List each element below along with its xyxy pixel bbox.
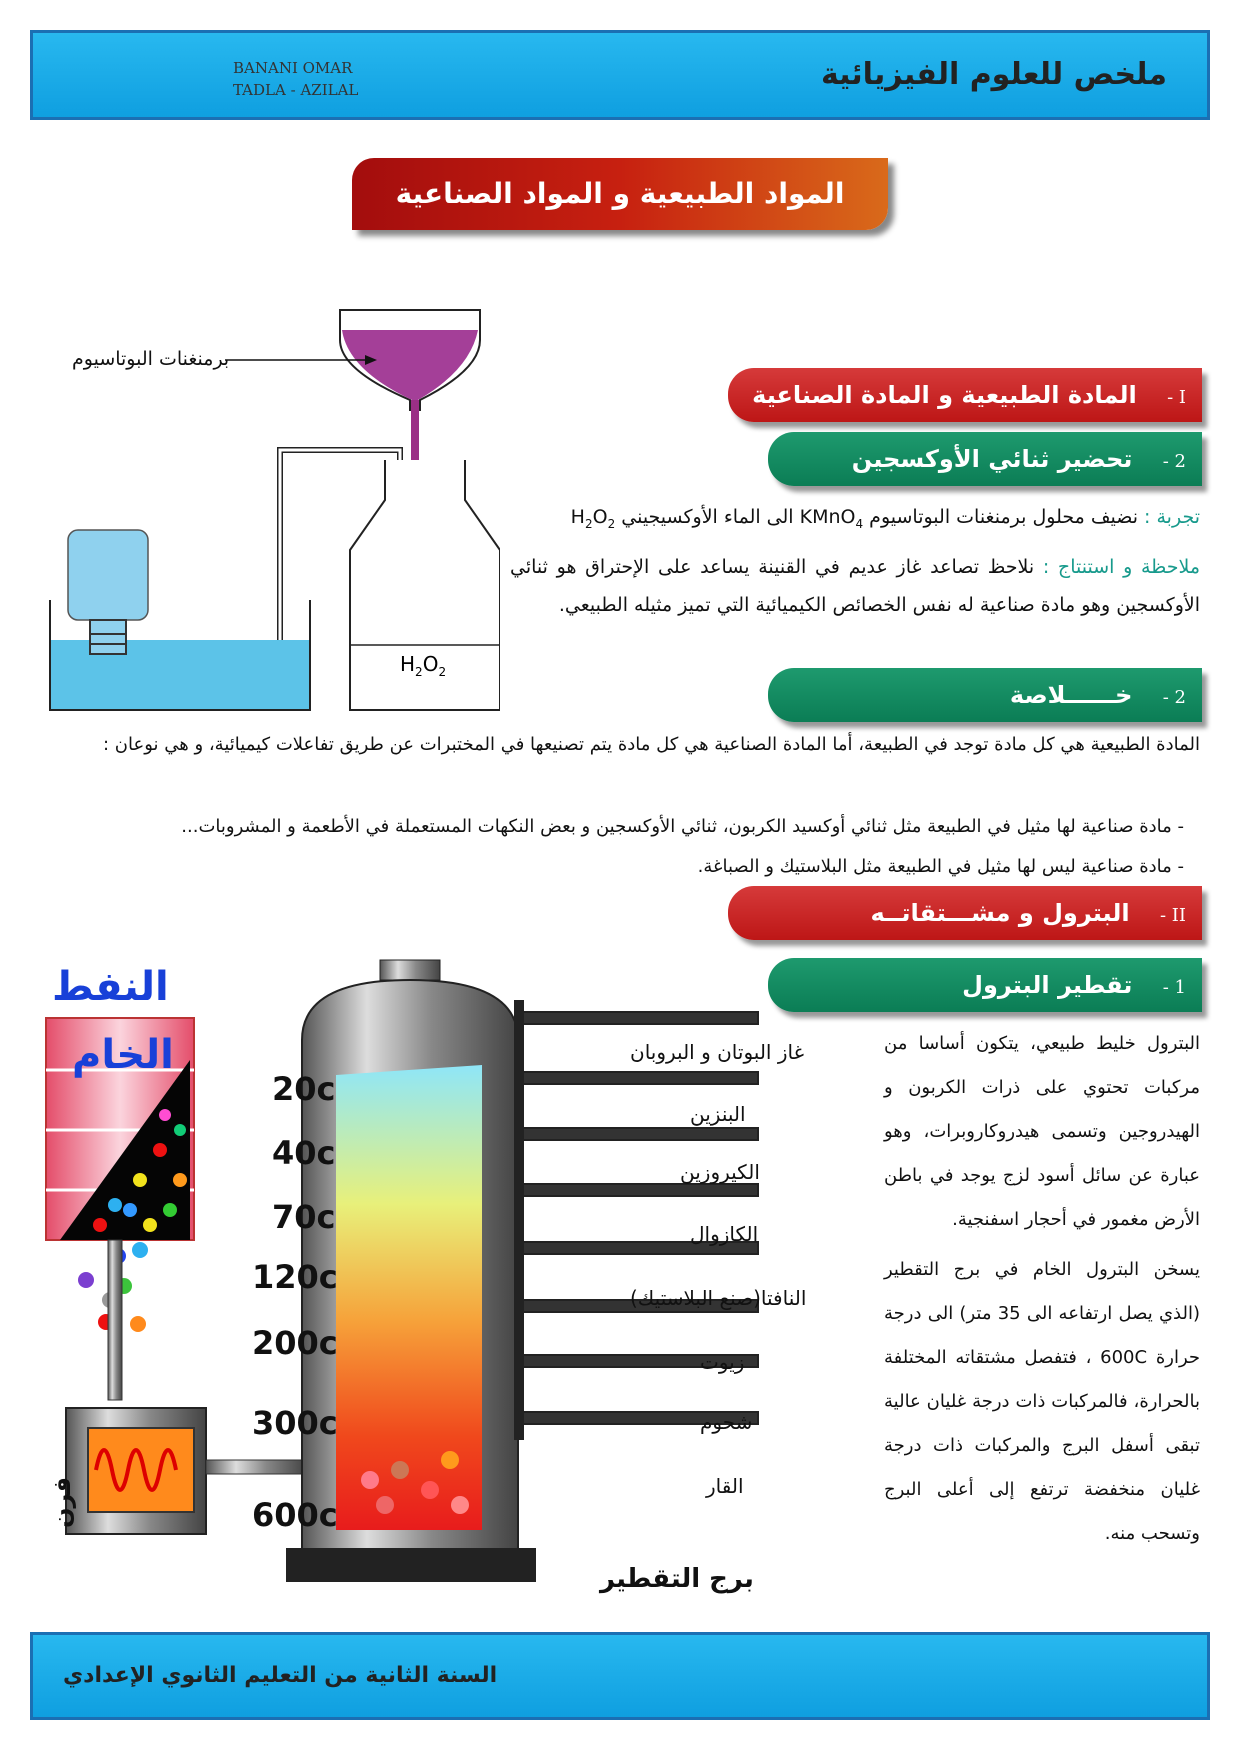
fraction-label: البنزين <box>690 1102 746 1126</box>
petroleum-paragraph-2: يسخن البترول الخام في برج التقطير (الذي يصل ارتفاعه الى 35 متر) الى درجة حرارة 600C ، فتفصل مشتقاته المختلفة بالحرارة، فالمركبات ذات درجة غليان عالية تبقى أسفل البرج والمركبات ذات درجة غليان منخفضة ترتفع إلى أعلى البرج وتسحب منه. <box>884 1259 1201 1544</box>
subscript: 2 <box>584 516 593 531</box>
section-number: II - <box>1159 905 1186 926</box>
experiment-text-a: نضيف محلول برمنغنات البوتاسيوم KMnO <box>799 506 1145 528</box>
observation-paragraph <box>510 548 1200 624</box>
fraction-label: الكيروزين <box>680 1160 760 1184</box>
experiment-text-b: الى الماء الأوكسيجيني H <box>570 506 800 528</box>
conclusion-bullet-1: - مادة صناعية لها مثيل في الطبيعة مثل ثنائي أوكسيد الكربون، ثنائي الأوكسجين و بعض النكهات المستعملة في الأطعمة و المشروبات... <box>181 816 1184 837</box>
fraction-label: الكازوال <box>690 1222 759 1246</box>
permanganate-label: برمنغنات البوتاسيوم <box>72 348 230 370</box>
conclusion-paragraph: المادة الطبيعية هي كل مادة توجد في الطبيعة، أما المادة الصناعية هي كل مادة يتم تصنيعها في المختبرات عن طريق تفاعلات كيميائية، و هي نوعان : <box>102 734 1200 755</box>
experiment-text-c: O <box>592 506 608 528</box>
section-title: المادة الطبيعية و المادة الصناعية <box>752 381 1137 409</box>
fraction-label: شحوم <box>700 1410 753 1434</box>
footer-band <box>30 1632 1210 1720</box>
section-number: 1 - <box>1162 977 1186 998</box>
tower-interior <box>336 1065 482 1530</box>
temperature-label: 600c <box>252 1496 338 1534</box>
subscript: 4 <box>855 516 864 531</box>
section-title: البترول و مشـــتقاتــه <box>870 899 1130 927</box>
author-location: TADLA - AZILAL <box>233 81 359 99</box>
subscript: 2 <box>607 516 616 531</box>
fraction-label: القار <box>706 1474 744 1498</box>
section-heading-1 <box>728 368 1202 422</box>
experiment-label: تجربة : <box>1144 506 1200 528</box>
footer-text: السنة الثانية من التعليم الثانوي الإعدادي <box>63 1663 498 1688</box>
feed-pipe <box>206 1460 306 1474</box>
temperature-label: 70c <box>272 1198 336 1236</box>
crude-oil-label-1: النفط <box>52 964 169 1010</box>
crude-oil-label-2: الخام <box>72 1032 174 1078</box>
author-name: BANANI OMAR <box>233 59 353 77</box>
document-title: ملخص للعلوم الفيزيائية <box>820 57 1167 92</box>
fraction-label: زيوت <box>700 1350 745 1374</box>
temperature-label: 40c <box>272 1134 336 1172</box>
section-title: تحضير ثنائي الأوكسجين <box>851 445 1133 473</box>
experiment-paragraph <box>510 498 1200 543</box>
section-heading-3 <box>768 668 1202 722</box>
section-number: 2 - <box>1162 687 1186 708</box>
fraction-label: النافتا(صنع البلاستيك) <box>630 1286 807 1310</box>
collection-bottle <box>68 530 148 620</box>
bottle-formula: $H_2O_2$ <box>400 652 447 679</box>
author-info <box>233 57 358 101</box>
temperature-label: 20c <box>272 1070 336 1108</box>
lesson-title-banner: المواد الطبيعية و المواد الصناعية <box>352 158 888 230</box>
section-number: 2 - <box>1162 451 1186 472</box>
conclusion-bullet-2: - مادة صناعية ليس لها مثيل في الطبيعة مثل البلاستيك و الصباغة. <box>697 856 1184 877</box>
permanganate-liquid <box>342 330 478 400</box>
fraction-label: غاز البوتان و البروبان <box>630 1040 805 1064</box>
furnace-label: فرن <box>48 1476 76 1528</box>
section-heading-2 <box>768 432 1202 486</box>
section-heading-4 <box>728 886 1202 940</box>
temperature-label: 300c <box>252 1404 338 1442</box>
section-title: خــــــلاصة <box>1009 681 1133 709</box>
petroleum-paragraph-1: البترول خليط طبيعي، يتكون أساسا من مركبات تحتوي على ذرات الكربون و الهيدروجين وتسمى هيدروكاروبرات، وهو عبارة عن سائل أسود لزج يوجد في باطن الأرض مغمور في أحجار اسفنجية. <box>884 1033 1200 1230</box>
temperature-label: 200c <box>252 1324 338 1362</box>
furnace-fire <box>88 1428 194 1512</box>
observation-text: نلاحظ تصاعد غاز عديم في القنينة يساعد على الإحتراق هو ثنائي الأوكسجين وهو مادة صناعية له نفس الخصائص الكيميائية التي تميز مثيله الطبيعي. <box>510 556 1200 616</box>
tower-base <box>286 1548 536 1582</box>
header-band <box>30 30 1210 120</box>
section-title: تقطير البترول <box>962 971 1133 999</box>
section-number: I - <box>1167 387 1186 408</box>
tower-label: برج التقطير <box>600 1564 754 1594</box>
observation-label: ملاحظة و استنتاج : <box>1042 556 1201 578</box>
temperature-label: 120c <box>252 1258 338 1296</box>
